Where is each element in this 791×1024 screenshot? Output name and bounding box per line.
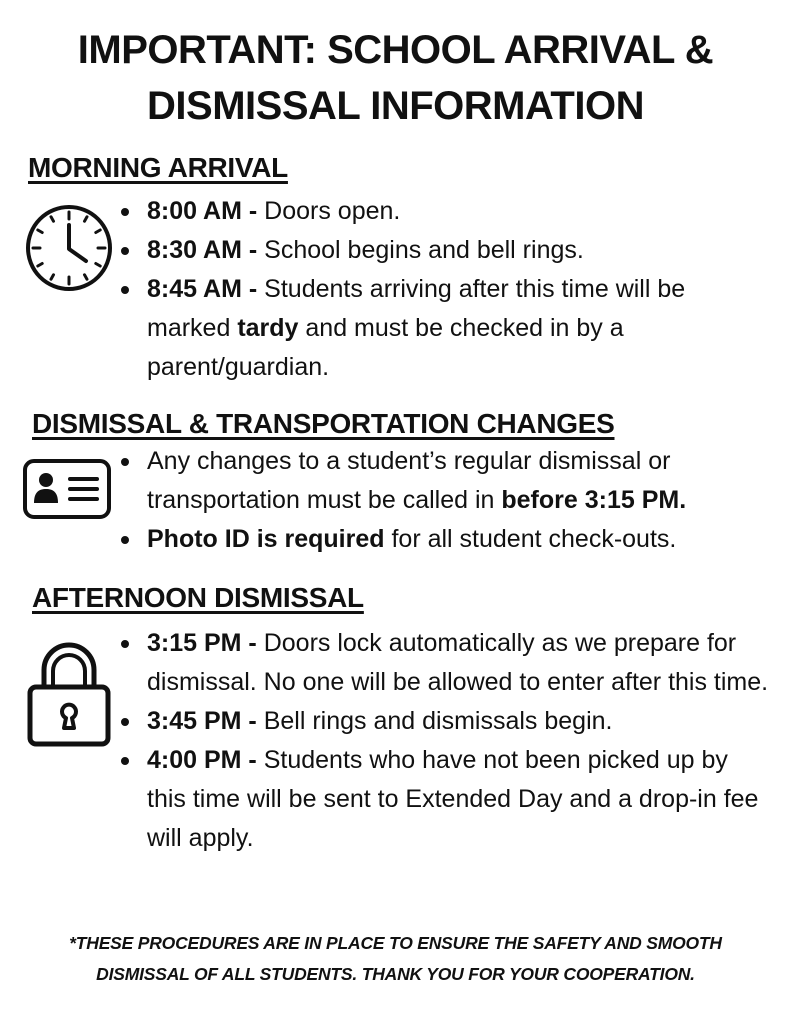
time-label: 3:45 PM -: [147, 707, 257, 735]
item-text: Any changes to a student’s regular dismissal or transportation must be called in: [147, 447, 671, 514]
footer-line-1: *THESE PROCEDURES ARE IN PLACE TO ENSURE THE SAFETY AND SMOOTH: [69, 933, 722, 953]
item-text: Doors lock automatically as we prepare for dismissal. No one will be allowed to enter after this time.: [147, 629, 769, 696]
photo-id-emphasis: Photo ID is required: [147, 525, 385, 553]
item-text: Bell rings and dismissals begin.: [256, 707, 613, 735]
page-title: [0, 22, 791, 134]
deadline-emphasis: before 3:15 PM.: [501, 486, 687, 514]
morning-arrival-list: [121, 192, 751, 387]
time-label: 4:00 PM -: [147, 746, 257, 774]
time-label: 8:45 AM -: [147, 275, 258, 303]
afternoon-dismissal-list: [121, 624, 771, 858]
time-label: 3:15 PM -: [147, 629, 257, 657]
transportation-changes-heading: DISMISSAL & TRANSPORTATION CHANGES: [32, 408, 615, 439]
clock-icon: [24, 203, 114, 293]
list-item: [121, 624, 771, 702]
item-text: and must be checked in by a parent/guardian.: [147, 314, 624, 381]
time-label: 8:00 AM -: [147, 197, 258, 225]
item-text: School begins and bell rings.: [257, 236, 584, 264]
item-text: for all student check-outs.: [384, 525, 677, 553]
list-item: [121, 520, 771, 559]
footer-note: [0, 928, 791, 990]
afternoon-dismissal-heading: AFTERNOON DISMISSAL: [32, 582, 364, 613]
title-line-1: IMPORTANT: SCHOOL ARRIVAL &: [77, 28, 714, 72]
list-item: [121, 442, 771, 520]
item-text: Students arriving after this time will be marked: [147, 275, 686, 342]
list-item: [121, 702, 771, 741]
transportation-changes-list: [121, 442, 771, 559]
tardy-emphasis: tardy: [237, 314, 299, 342]
list-item: [121, 192, 751, 231]
list-item: [121, 270, 751, 387]
morning-arrival-heading: MORNING ARRIVAL: [28, 152, 288, 183]
lock-icon: [26, 640, 112, 748]
item-text: Students who have not been picked up by this time will be sent to Extended Day and a drop-in fee will apply.: [147, 746, 759, 852]
item-text: Doors open.: [257, 197, 401, 225]
footer-line-2: DISMISSAL OF ALL STUDENTS. THANK YOU FOR YOUR COOPERATION.: [96, 964, 695, 984]
title-line-2: DISMISSAL INFORMATION: [147, 84, 644, 128]
id-card-icon: [22, 458, 112, 520]
list-item: [121, 231, 751, 270]
list-item: [121, 741, 771, 858]
time-label: 8:30 AM -: [147, 236, 258, 264]
